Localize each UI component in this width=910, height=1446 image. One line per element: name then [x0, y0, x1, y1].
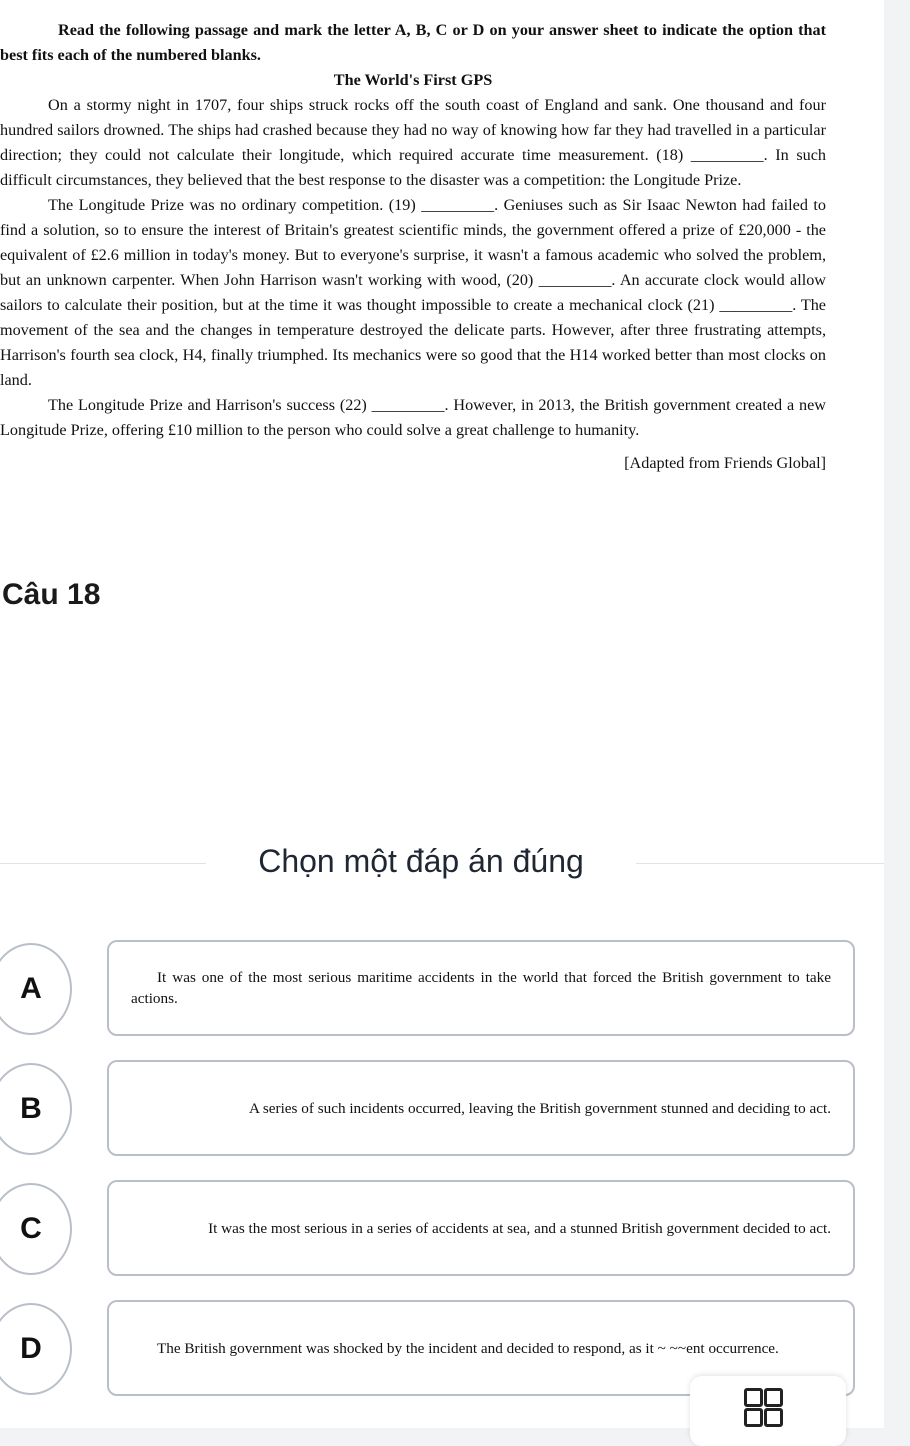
option-a-box[interactable]	[107, 940, 855, 1036]
divider-right	[636, 863, 884, 864]
option-a-letter[interactable]: A	[0, 943, 72, 1035]
reading-passage	[0, 18, 826, 476]
option-a-text: It was one of the most serious maritime accidents in the world that forced the British government to take actions.	[131, 969, 831, 1007]
grid-icon	[744, 1388, 780, 1424]
divider-left	[0, 863, 206, 864]
passage-paragraph-3: The Longitude Prize and Harrison's success (22) _________. However, in 2013, the British government created a new Longitude Prize, offering £10 million to the person who could solve a great challenge to humanity.	[0, 396, 826, 439]
option-d-text: The British government was shocked by the incident and decided to respond, as it ~ ~~ent occurrence.	[157, 1339, 779, 1357]
passage-source: [Adapted from Friends Global]	[624, 454, 826, 472]
option-c-text: It was the most serious in a series of accidents at sea, and a stunned British government decided to act.	[208, 1219, 831, 1237]
option-b-text: A series of such incidents occurred, leaving the British government stunned and deciding to act.	[248, 1099, 831, 1117]
passage-paragraph-2: The Longitude Prize was no ordinary competition. (19) _________. Geniuses such as Sir Isaac Newton had failed to find a solution, so to ensure the interest of Britain's greatest scientific minds, the government offered a prize of £20,000 - the equivalent of £2.6 million in today's money. But to everyone's surprise, it wasn't a famous academic who solved the problem, but an unknown carpenter. When John Harrison wasn't working with wood, (20) _________. An accurate clock would allow sailors to calculate their position, but at the time it was thought impossible to create a mechanical clock (21) _________. The movement of the sea and the changes in temperature destroyed the delicate parts. However, after three frustrating attempts, Harrison's fourth sea clock, H4, finally triumphed. Its mechanics were so good that the H14 worked better than most clocks on land.	[0, 196, 826, 389]
option-c-letter[interactable]: C	[0, 1183, 72, 1275]
question-title: Câu 18	[2, 578, 101, 611]
passage-title: The World's First GPS	[333, 71, 493, 89]
option-c-box[interactable]	[107, 1180, 855, 1276]
option-b-box[interactable]	[107, 1060, 855, 1156]
question-prompt-row	[0, 838, 884, 888]
passage-instruction: Read the following passage and mark the letter A, B, C or D on your answer sheet to indicate the option that best fits each of the numbered blanks.	[0, 21, 826, 64]
option-d-letter[interactable]: D	[0, 1303, 72, 1395]
option-b-letter[interactable]: B	[0, 1063, 72, 1155]
option-c[interactable]	[0, 1180, 884, 1290]
passage-paragraph-1: On a stormy night in 1707, four ships struck rocks off the south coast of England and sank. One thousand and four hundred sailors drowned. The ships had crashed because they had no way of knowing how far they had travelled in a particular direction; they could not calculate their longitude, which required accurate time measurement. (18) _________. In such difficult circumstances, they believed that the best response to the disaster was a competition: the Longitude Prize.	[0, 96, 826, 189]
option-b[interactable]	[0, 1060, 884, 1170]
question-prompt: Chọn một đáp án đúng	[258, 843, 584, 879]
option-a[interactable]	[0, 940, 884, 1050]
